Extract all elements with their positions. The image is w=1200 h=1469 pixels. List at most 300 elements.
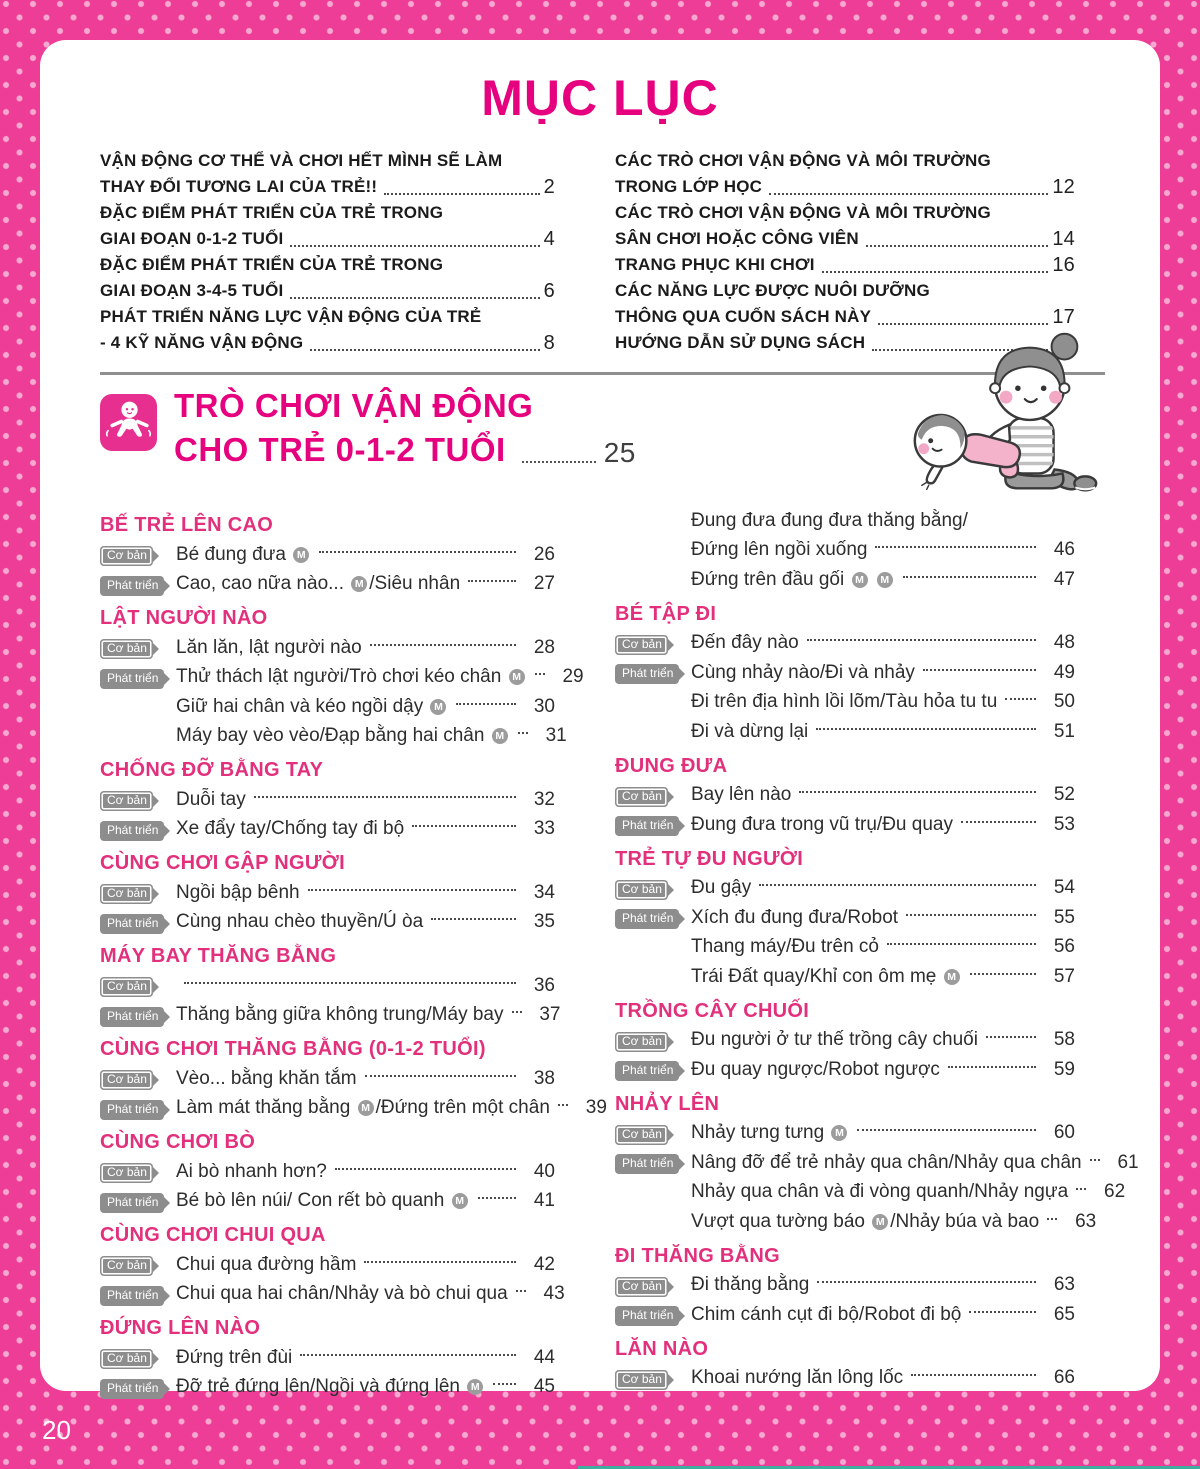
tag-box <box>615 1367 691 1390</box>
entry-page-number: 56 <box>1053 936 1075 958</box>
toc-entry <box>100 1064 555 1094</box>
tag-basic: Cơ bản <box>615 1370 668 1390</box>
entry-page-number: 55 <box>1053 906 1075 928</box>
toc-entry <box>100 540 555 570</box>
tag-basic: Cơ bản <box>100 791 153 811</box>
toc-entry-line <box>615 304 1075 330</box>
entry-title: Xích đu đung đưa/Robot <box>691 906 899 928</box>
tag-advanced: Phát triển <box>615 1061 679 1081</box>
m-icon: M <box>467 1379 483 1395</box>
m-icon: M <box>831 1125 847 1141</box>
tag-advanced: Phát triển <box>100 669 164 689</box>
tag-box <box>615 1303 691 1326</box>
content-card <box>40 40 1160 1398</box>
tag-box <box>100 573 176 596</box>
toc-entry-line <box>100 252 555 278</box>
toc-entry-text: THÔNG QUA CUỐN SÁCH NÀY <box>615 307 872 326</box>
tag-box <box>615 877 691 900</box>
toc-page-number: 6 <box>543 280 555 302</box>
dotted-leader <box>1076 1188 1086 1190</box>
entry-page-number: 41 <box>533 1190 555 1212</box>
tag-basic: Cơ bản <box>615 787 668 807</box>
toc-entry <box>615 717 1075 747</box>
dotted-leader <box>364 1261 516 1263</box>
tag-box <box>100 1190 176 1213</box>
tag-box <box>615 813 691 836</box>
entry-title: Máy bay vèo vèo/Đạp bằng hai chân M <box>176 725 510 747</box>
entry-title: Xe đẩy tay/Chống tay đi bộ <box>176 818 405 840</box>
tag-basic: Cơ bản <box>615 880 668 900</box>
m-icon: M <box>430 699 446 715</box>
dotted-leader <box>970 973 1036 975</box>
entry-page-number: 66 <box>1053 1367 1075 1389</box>
dotted-leader <box>887 943 1036 945</box>
tag-advanced: Phát triển <box>100 1100 164 1120</box>
entry-title: Chui qua đường hầm <box>176 1253 357 1275</box>
toc-page-number: 14 <box>1052 228 1075 250</box>
entry-title: Thử thách lật người/Trò chơi kéo chân M <box>176 666 527 688</box>
toc-section-heading: ĐI THĂNG BẰNG <box>615 1244 781 1267</box>
dotted-leader <box>1047 1218 1057 1220</box>
dotted-leader <box>817 1281 1036 1283</box>
entry-page-number: 50 <box>1053 691 1075 713</box>
m-icon: M <box>877 572 893 588</box>
tag-basic: Cơ bản <box>615 635 668 655</box>
toc-entry <box>615 506 1075 536</box>
entry-page-number: 59 <box>1053 1058 1075 1080</box>
dotted-leader <box>923 669 1036 671</box>
toc-entry <box>100 1187 555 1217</box>
tag-basic: Cơ bản <box>100 1256 153 1276</box>
entry-title: Đi thăng bằng <box>691 1274 810 1296</box>
dotted-leader <box>254 796 516 798</box>
entry-page-number: 26 <box>533 543 555 565</box>
toc-entry <box>615 1207 1097 1237</box>
entry-page-number: 58 <box>1053 1029 1075 1051</box>
entry-page-number: 33 <box>533 818 555 840</box>
entry-title: Chui qua hai chân/Nhảy và bò chui qua <box>176 1283 508 1305</box>
toc-entry <box>100 878 555 908</box>
tag-box <box>615 1058 691 1081</box>
tag-box <box>100 1253 176 1276</box>
tag-box <box>100 911 176 934</box>
section-title <box>174 384 636 472</box>
dotted-leader <box>1005 698 1036 700</box>
tag-box <box>100 636 176 659</box>
toc-section-heading: LĂN NÀO <box>615 1337 709 1360</box>
entry-page-number: 63 <box>1053 1274 1075 1296</box>
dotted-leader <box>866 245 1048 247</box>
entry-title: Đứng trên đùi <box>176 1346 293 1368</box>
entry-title: Nhảy tưng tưng M <box>691 1122 849 1144</box>
toc-entry <box>615 688 1075 718</box>
toc-entry <box>100 908 555 938</box>
entry-page-number: 34 <box>533 881 555 903</box>
toc-entry <box>615 1271 1075 1301</box>
entry-title: Đu gậy <box>691 877 752 899</box>
toc-entry <box>615 1364 1075 1394</box>
toc-entry <box>615 933 1075 963</box>
m-icon: M <box>944 969 960 985</box>
entry-title: Chim cánh cụt đi bộ/Robot đi bộ <box>691 1303 962 1325</box>
tag-basic: Cơ bản <box>100 1070 153 1090</box>
toc-entry <box>615 781 1075 811</box>
tag-box <box>100 1346 176 1369</box>
toc-entry <box>100 692 555 722</box>
toc-section-heading: MÁY BAY THĂNG BẰNG <box>100 945 337 967</box>
toc-entry <box>100 1373 555 1403</box>
entry-page-number: 39 <box>585 1097 607 1119</box>
toc-page-number: 8 <box>543 332 555 354</box>
toc-entry-line <box>100 330 555 356</box>
tag-advanced: Phát triển <box>100 821 164 841</box>
dotted-leader <box>807 639 1036 641</box>
entry-page-number: 46 <box>1053 539 1075 561</box>
entry-page-number: 43 <box>543 1283 565 1305</box>
toc-entry <box>100 200 555 252</box>
toc-entry-line <box>615 200 1075 226</box>
tag-advanced: Phát triển <box>100 1193 164 1213</box>
toc-entry-text: - 4 KỸ NĂNG VẬN ĐỘNG <box>100 333 304 352</box>
toc-entry-text: VẬN ĐỘNG CƠ THỂ VÀ CHƠI HẾT MÌNH SẼ LÀM <box>100 151 503 170</box>
dotted-leader <box>308 889 516 891</box>
section-header <box>100 368 1100 500</box>
toc-page-number: 17 <box>1052 306 1075 328</box>
dotted-leader <box>290 245 539 247</box>
dotted-leader <box>478 1197 516 1199</box>
toc-entry-line <box>100 200 555 226</box>
tag-box <box>615 1122 691 1145</box>
dotted-leader <box>184 982 516 984</box>
dotted-leader <box>300 1354 516 1356</box>
tag-advanced: Phát triển <box>100 914 164 934</box>
entry-title: Cao, cao nữa nào... M /Siêu nhân <box>176 573 461 595</box>
toc-entry-line <box>615 278 1075 304</box>
tag-basic: Cơ bản <box>615 1125 668 1145</box>
entry-title: Đến đây nào <box>691 632 799 654</box>
entry-title: Đi trên địa hình lồi lõm/Tàu hỏa tu tu <box>691 691 998 713</box>
dotted-leader <box>365 1075 516 1077</box>
dotted-leader <box>911 1374 1036 1376</box>
entry-page-number: 30 <box>533 695 555 717</box>
dotted-leader <box>948 1066 1036 1068</box>
toc-page-number: 4 <box>543 228 555 250</box>
entry-title: Nhảy qua chân và đi vòng quanh/Nhảy ngựa <box>691 1181 1069 1203</box>
tag-box <box>100 881 176 904</box>
entry-page-number: 40 <box>533 1160 555 1182</box>
toc-entry-text: ĐẶC ĐIỂM PHÁT TRIỂN CỦA TRẺ TRONG <box>100 255 444 274</box>
tag-box <box>615 784 691 807</box>
tag-box <box>100 1160 176 1183</box>
entry-page-number: 61 <box>1117 1151 1139 1173</box>
toc-entry-text: GIAI ĐOẠN 3-4-5 TUỔI <box>100 281 284 300</box>
entry-title: Đu người ở tư thế trồng cây chuối <box>691 1029 978 1051</box>
toc-section-heading: TRẺ TỰ ĐU NGƯỜI <box>615 847 804 870</box>
toc-page-number: 2 <box>543 176 555 198</box>
toc-section-heading: CHỐNG ĐỠ BẰNG TAY <box>100 759 324 781</box>
toc-entry <box>615 810 1075 840</box>
dotted-leader <box>518 732 528 734</box>
main-toc-right-column <box>615 506 1139 1402</box>
entry-title: Đu quay ngược/Robot ngược <box>691 1058 940 1080</box>
tag-advanced: Phát triển <box>615 909 679 929</box>
toc-entry <box>615 1055 1075 1085</box>
dotted-leader <box>903 576 1036 578</box>
toc-section-heading: CÙNG CHƠI BÒ <box>100 1131 256 1153</box>
toc-section-heading: TRỒNG CÂY CHUỐI <box>615 999 810 1022</box>
toc-entry-text: CÁC NĂNG LỰC ĐƯỢC NUÔI DƯỠNG <box>615 281 930 300</box>
toc-entry <box>100 1280 565 1310</box>
toc-entry <box>615 1178 1126 1208</box>
entry-page-number: 45 <box>533 1376 555 1398</box>
tag-box <box>100 818 176 841</box>
toc-section-heading: CÙNG CHƠI THĂNG BẰNG (0-1-2 TUỔI) <box>100 1038 486 1060</box>
tag-box <box>100 666 176 689</box>
entry-title: Trái Đất quay/Khỉ con ôm mẹ M <box>691 966 962 988</box>
entry-page-number: 38 <box>533 1067 555 1089</box>
toc-entry-line <box>100 148 555 174</box>
toc-entry <box>615 200 1075 252</box>
entry-title: Làm mát thăng bằng M /Đứng trên một chân <box>176 1097 550 1119</box>
dotted-leader <box>493 1383 516 1385</box>
dotted-leader <box>769 193 1048 195</box>
toc-entry-line <box>615 174 1075 200</box>
m-icon: M <box>452 1193 468 1209</box>
toc-entry-text: TRONG LỚP HỌC <box>615 177 763 196</box>
m-icon: M <box>358 1100 374 1116</box>
entry-title: Cùng nhảy nào/Đi và nhảy <box>691 661 915 683</box>
toc-entry-text: HƯỚNG DẪN SỬ DỤNG SÁCH <box>615 333 866 352</box>
entry-title: Vượt qua tường báo M /Nhảy búa và bao <box>691 1210 1040 1232</box>
toc-entry <box>615 874 1075 904</box>
tag-box <box>615 1151 691 1174</box>
toc-entry-line <box>615 252 1075 278</box>
m-icon: M <box>492 728 508 744</box>
tag-advanced: Phát triển <box>615 816 679 836</box>
entry-page-number: 28 <box>533 636 555 658</box>
toc-entry <box>100 304 555 356</box>
entry-page-number: 44 <box>533 1346 555 1368</box>
entry-title: Ai bò nhanh hơn? <box>176 1160 327 1182</box>
entry-title: Đung đưa trong vũ trụ/Đu quay <box>691 813 953 835</box>
toc-entry <box>100 1094 607 1124</box>
dotted-leader <box>816 728 1036 730</box>
tag-advanced: Phát triển <box>100 1007 164 1027</box>
entry-title: Lăn lăn, lật người nào <box>176 636 362 658</box>
entry-title: Bé đung đưa M <box>176 544 311 566</box>
entry-page-number: 35 <box>533 911 555 933</box>
entry-page-number: 63 <box>1075 1210 1097 1232</box>
entry-page-number: 31 <box>545 725 567 747</box>
main-toc <box>40 500 1160 1402</box>
tag-box <box>615 906 691 929</box>
tag-advanced: Phát triển <box>100 1286 164 1306</box>
toc-entry <box>615 1026 1075 1056</box>
baby-icon <box>100 394 157 451</box>
toc-section-heading: ĐUNG ĐƯA <box>615 754 728 777</box>
tag-advanced: Phát triển <box>615 664 679 684</box>
dotted-leader <box>822 271 1049 273</box>
tag-box <box>100 1004 176 1027</box>
toc-section-heading: NHẢY LÊN <box>615 1092 720 1115</box>
entry-page-number: 52 <box>1053 784 1075 806</box>
tag-box <box>615 1274 691 1297</box>
entry-page-number: 51 <box>1053 720 1075 742</box>
dotted-leader <box>512 1011 522 1013</box>
toc-entry-text: PHÁT TRIỂN NĂNG LỰC VẬN ĐỘNG CỦA TRẺ <box>100 307 482 326</box>
entry-title: Đi và dừng lại <box>691 720 809 742</box>
toc-entry <box>615 278 1075 330</box>
dotted-leader <box>799 791 1036 793</box>
tag-basic: Cơ bản <box>100 977 153 997</box>
toc-entry <box>615 565 1075 595</box>
toc-entry <box>100 663 584 693</box>
entry-title: Ngồi bập bênh <box>176 881 300 903</box>
toc-entry-text: CÁC TRÒ CHƠI VẬN ĐỘNG VÀ MÔI TRƯỜNG <box>615 151 991 170</box>
toc-section-heading: CÙNG CHƠI CHUI QUA <box>100 1224 326 1246</box>
dotted-leader <box>335 1168 516 1170</box>
toc-entry <box>615 252 1075 278</box>
toc-entry <box>100 1343 555 1373</box>
baby-icon-figure <box>100 394 157 451</box>
entry-page-number: 54 <box>1053 877 1075 899</box>
entry-title: Thang máy/Đu trên cỏ <box>691 936 879 958</box>
entry-page-number: 49 <box>1053 661 1075 683</box>
toc-page-number: 16 <box>1052 254 1075 276</box>
tag-box <box>100 1283 176 1306</box>
entry-page-number: 47 <box>1053 568 1075 590</box>
toc-entry-line <box>615 148 1075 174</box>
section-title-line2: CHO TRẺ 0-1-2 TUỔI <box>174 431 506 468</box>
toc-entry <box>615 1300 1075 1330</box>
toc-entry-line <box>615 226 1075 252</box>
dotted-leader <box>468 580 516 582</box>
toc-entry <box>100 722 567 752</box>
mother-baby-illustration <box>896 328 1114 498</box>
dotted-leader <box>384 193 539 195</box>
top-toc-right-column <box>615 148 1075 356</box>
tag-box <box>100 1376 176 1399</box>
dotted-leader <box>412 825 516 827</box>
toc-entry-line <box>100 304 555 330</box>
entry-page-number: 29 <box>562 666 584 688</box>
toc-entry-text: CÁC TRÒ CHƠI VẬN ĐỘNG VÀ MÔI TRƯỜNG <box>615 203 991 222</box>
entry-page-number: 37 <box>539 1004 561 1026</box>
dotted-leader <box>857 1129 1036 1131</box>
dotted-leader <box>906 914 1036 916</box>
entry-title: Duỗi tay <box>176 788 246 810</box>
toc-entry <box>100 785 555 815</box>
m-icon: M <box>509 669 525 685</box>
toc-entry-text: SÂN CHƠI HOẶC CÔNG VIÊN <box>615 229 859 248</box>
m-icon: M <box>872 1214 888 1230</box>
entry-page-number: 62 <box>1104 1181 1126 1203</box>
tag-advanced: Phát triển <box>615 1154 679 1174</box>
entry-page-number: 57 <box>1053 965 1075 987</box>
toc-entry <box>615 536 1075 566</box>
entry-title: Đỡ trẻ đứng lên/Ngồi và đứng lên M <box>176 1376 485 1398</box>
tag-basic: Cơ bản <box>100 639 153 659</box>
toc-entry <box>615 658 1075 688</box>
toc-entry <box>100 1001 561 1031</box>
toc-entry <box>100 570 555 600</box>
entry-page-number: 65 <box>1053 1303 1075 1325</box>
entry-page-number: 27 <box>533 573 555 595</box>
toc-section-heading: BÉ TẬP ĐI <box>615 602 717 625</box>
tag-basic: Cơ bản <box>100 546 153 566</box>
toc-section-heading: CÙNG CHƠI GẬP NGƯỜI <box>100 852 345 874</box>
m-icon: M <box>293 547 309 563</box>
tag-box <box>615 1029 691 1052</box>
entry-title: Bay lên nào <box>691 784 792 806</box>
entry-title: Bé bò lên núi/ Con rết bò quanh M <box>176 1190 470 1212</box>
toc-page-number: 12 <box>1052 176 1075 198</box>
toc-entry <box>100 815 555 845</box>
main-toc-left-column <box>100 506 607 1402</box>
section-title-line1: TRÒ CHƠI VẬN ĐỘNG <box>174 387 534 424</box>
toc-section-heading: LẬT NGƯỜI NÀO <box>100 607 268 629</box>
page-number: 20 <box>42 1415 71 1445</box>
toc-section-heading: ĐỨNG LÊN NÀO <box>100 1317 261 1339</box>
dotted-leader <box>370 644 516 646</box>
entry-page-number: 42 <box>533 1253 555 1275</box>
entry-page-number: 36 <box>533 974 555 996</box>
entry-page-number: 53 <box>1053 813 1075 835</box>
dotted-leader <box>759 884 1036 886</box>
toc-entry <box>100 971 555 1001</box>
tag-box <box>100 974 176 997</box>
entry-page-number: 32 <box>533 788 555 810</box>
dotted-leader <box>1090 1159 1100 1161</box>
m-icon: M <box>351 576 367 592</box>
entry-page-number: 48 <box>1053 632 1075 654</box>
tag-basic: Cơ bản <box>100 884 153 904</box>
tag-basic: Cơ bản <box>615 1277 668 1297</box>
m-icon: M <box>852 572 868 588</box>
page-title: MỤC LỤC <box>481 70 719 126</box>
toc-entry-line <box>100 226 555 252</box>
toc-entry-text: THAY ĐỔI TƯƠNG LAI CỦA TRẺ!! <box>100 177 378 196</box>
dotted-leader <box>875 546 1036 548</box>
entry-title: Cùng nhau chèo thuyền/Ú òa <box>176 911 424 933</box>
dotted-leader <box>878 323 1048 325</box>
dotted-leader <box>558 1104 568 1106</box>
dotted-leader <box>319 551 516 553</box>
toc-entry <box>615 962 1075 992</box>
entry-title: Thăng bằng giữa không trung/Máy bay <box>176 1004 504 1026</box>
entry-title: Đung đưa đung đưa thăng bằng/ <box>691 509 968 531</box>
tag-basic: Cơ bản <box>100 1349 153 1369</box>
tag-box <box>615 661 691 684</box>
dotted-leader <box>310 349 539 351</box>
tag-basic: Cơ bản <box>615 1032 668 1052</box>
toc-entry <box>100 148 555 200</box>
entry-title: Khoai nướng lăn lông lốc <box>691 1367 904 1389</box>
toc-entry <box>615 1148 1139 1178</box>
tag-box <box>100 543 176 566</box>
toc-entry <box>615 1119 1075 1149</box>
tag-box <box>615 632 691 655</box>
dotted-leader <box>522 461 596 463</box>
toc-entry-text: TRANG PHỤC KHI CHƠI <box>615 255 815 274</box>
dotted-leader <box>986 1036 1036 1038</box>
tag-basic: Cơ bản <box>100 1163 153 1183</box>
entry-title: Đứng lên ngồi xuống <box>691 539 868 561</box>
toc-entry-line <box>100 278 555 304</box>
entry-title: Đứng trên đầu gối M M <box>691 569 895 591</box>
tag-advanced: Phát triển <box>100 576 164 596</box>
tag-box <box>100 788 176 811</box>
